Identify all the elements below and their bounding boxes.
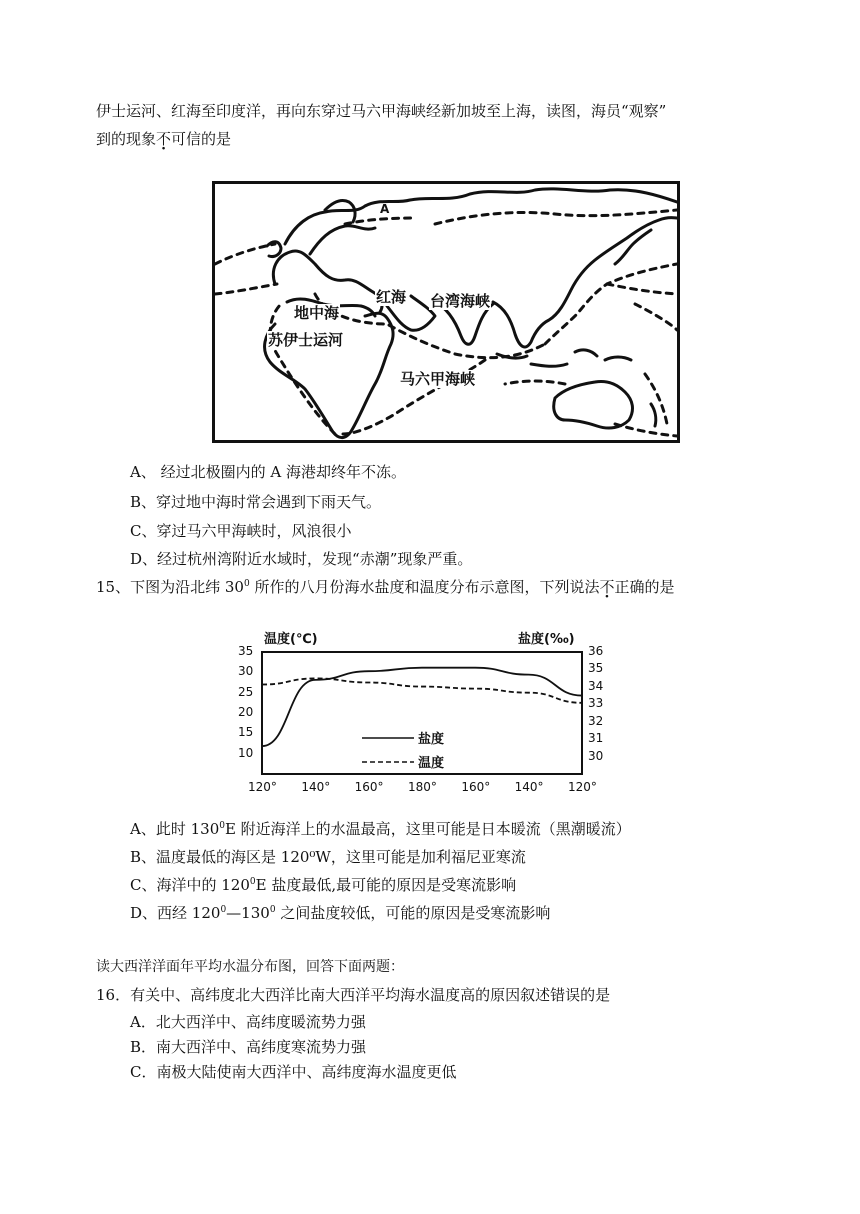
left-tick-label: 15 (238, 725, 254, 740)
x-tick-label: 120° (248, 780, 277, 794)
left-tick-label: 35 (238, 644, 254, 658)
x-tick-label: 180° (408, 780, 437, 794)
q14-option-a: A、 经过北极圈内的 A 海港却终年不冻。 (130, 463, 406, 481)
left-tick-label: 20 (238, 705, 254, 719)
x-tick-label: 140° (514, 780, 544, 794)
q15-option-c-post: E 盐度最低,最可能的原因是受寒流影响 (255, 876, 517, 894)
q15-option-d-mid: —130 (226, 904, 270, 922)
q15-option-d (130, 903, 550, 923)
q15-option-c-pre: C、海洋中的 120 (130, 876, 250, 894)
q15-stem-pre: 15、下图为沿北纬 30 (96, 578, 244, 596)
left-tick-label: 25 (238, 684, 254, 699)
q15-option-d-post: 之间盐度较低，可能的原因是受寒流影响 (275, 904, 551, 922)
q16-option-a: A．北大西洋中、高纬度暖流势力强 (130, 1013, 366, 1031)
q15-option-a-degree: 0 (219, 821, 225, 831)
map-label-malacca-strait: 马六甲海峡 (400, 370, 476, 388)
map-label-red-sea: 红海 (376, 288, 407, 306)
map-label-mediterranean: 地中海 (294, 304, 340, 322)
q15-option-c-degree: 0 (249, 877, 256, 887)
q14-option-d: D、经过杭州湾附近水域时，发现“赤潮”现象严重。 (130, 550, 473, 568)
q14-intro-line1: 伊士运河、红海至印度洋，再向东穿过马六甲海峡经新加坡至上海，读图，海员“观察” (96, 102, 667, 120)
x-tick-label: 160° (354, 780, 384, 794)
right-tick-label: 36 (588, 644, 604, 658)
q15-option-b: B、温度最低的海区是 120⁰W，这里可能是加利福尼亚寒流 (130, 848, 526, 866)
chart-plot (230, 622, 620, 802)
x-tick-label: 140° (301, 780, 331, 794)
right-axis-label: 盐度(‰) (518, 632, 575, 647)
legend-temperature-label: 温度 (418, 756, 445, 771)
q15-stem-mid: 所作的八月份海水盐度和温度分布示意图，下列说法 (249, 578, 600, 596)
right-tick-label: 35 (588, 661, 604, 676)
right-tick-label: 32 (588, 713, 604, 728)
series-line-temperature (262, 678, 582, 702)
right-tick-label: 34 (588, 678, 604, 693)
q15-option-c (130, 875, 516, 895)
q15-stem-post: 正确的是 (614, 578, 675, 596)
right-tick-label: 30 (588, 748, 604, 763)
q14-intro-line2 (96, 129, 231, 149)
q15-option-d-pre: D、西经 120 (130, 904, 221, 922)
q15-option-a-pre: A、此时 130 (130, 820, 220, 838)
legend-salinity-label: 盐度 (418, 732, 445, 747)
x-tick-label: 160° (461, 780, 491, 794)
q15-stem-degree: 0 (243, 579, 250, 589)
q15-option-a-post: E 附近海洋上的水温最高，这里可能是日本暖流（黑潮暖流） (224, 820, 631, 838)
temperature-salinity-chart (230, 622, 620, 802)
q14-intro-line2-post: 可信的是 (171, 130, 232, 148)
q14-emphasis-mark: 不 (156, 130, 172, 148)
map-label-a: A (380, 202, 390, 216)
left-axis-label: 温度(℃) (264, 632, 318, 647)
map-label-suez-canal: 苏伊士运河 (268, 331, 344, 349)
q16-option-b: B．南大西洋中、高纬度寒流势力强 (130, 1038, 367, 1056)
left-tick-label: 30 (238, 664, 254, 679)
left-tick-label: 10 (238, 745, 254, 760)
q15-option-a (130, 819, 631, 839)
shipping-route-map (212, 181, 680, 443)
map-label-taiwan-strait: 台湾海峡 (430, 292, 491, 310)
right-tick-label: 33 (588, 696, 604, 711)
q16-stem: 16．有关中、高纬度北大西洋比南大西洋平均海水温度高的原因叙述错误的是 (96, 986, 611, 1004)
q15-option-d-degree1: 0 (220, 905, 227, 915)
q14-option-b: B、穿过地中海时常会遇到下雨天气。 (130, 493, 382, 511)
right-tick-label: 31 (588, 731, 604, 746)
q15-option-d-degree2: 0 (269, 905, 276, 915)
map-drawing (215, 184, 677, 440)
q16-option-c: C．南极大陆使南大西洋中、高纬度海水温度更低 (130, 1063, 457, 1081)
q15-emphasis-mark: 不 (599, 578, 615, 596)
q14-option-c: C、穿过马六甲海峡时，风浪很小 (130, 522, 352, 540)
q14-intro-line2-pre: 到的现象 (96, 130, 157, 148)
x-tick-label: 120° (568, 780, 597, 794)
q16-intro: 读大西洋洋面年平均水温分布图，回答下面两题： (96, 959, 404, 975)
q15-stem (96, 577, 675, 597)
